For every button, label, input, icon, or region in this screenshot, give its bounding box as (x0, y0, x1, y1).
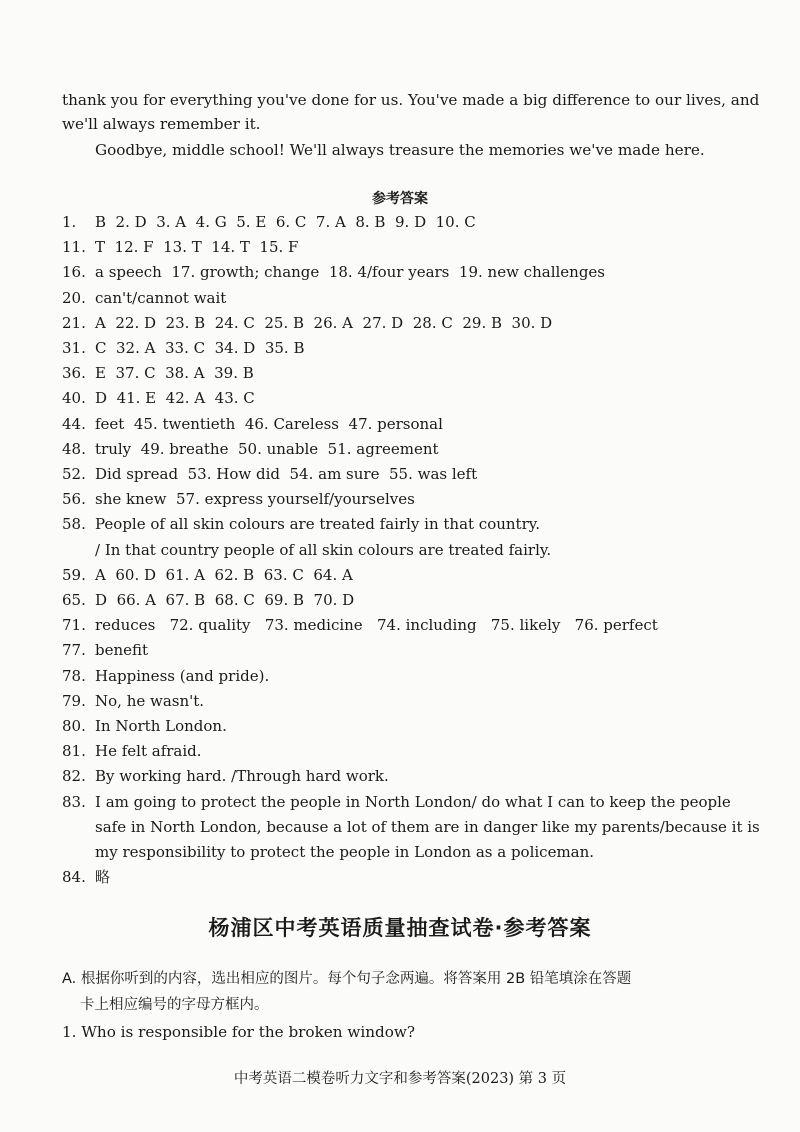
answer-text: By working hard. /Through hard work. (95, 767, 389, 786)
section-title: 杨浦区中考英语质量抽查试卷·参考答案 (208, 916, 592, 940)
answer-number: 40. (62, 389, 86, 408)
answer-row (62, 716, 227, 736)
answer-row (62, 867, 110, 887)
answer-number: 80. (62, 717, 86, 735)
answer-row (62, 288, 226, 308)
answer-row (62, 212, 476, 232)
intro-line-1: thank you for everything you've done for us. You've made a big difference to our lives, and (62, 91, 760, 109)
answer-text: feet 45. twentieth 46. Careless 47. personal (95, 414, 443, 433)
answer-row (62, 237, 298, 257)
answer-number: 78. (62, 666, 86, 685)
answer-row (62, 741, 202, 761)
answer-text: 略 (95, 868, 111, 887)
answer-row (62, 464, 477, 484)
answer-row (95, 540, 551, 560)
answer-number: 16. (62, 263, 86, 282)
answer-text: can't/cannot wait (95, 288, 227, 307)
answer-text: T 12. F 13. T 14. T 15. F (95, 238, 299, 257)
answer-text: she knew 57. express yourself/yourselves (95, 490, 415, 509)
answer-text: safe in North London, because a lot of them are in danger like my parents/because it is (95, 817, 760, 836)
answer-text: Did spread 53. How did 54. am sure 55. was left (95, 465, 478, 483)
answer-number: 77. (62, 641, 86, 660)
answer-text: C 32. A 33. C 34. D 35. B (95, 339, 305, 357)
answer-number: 20. (62, 288, 86, 307)
answer-text: D 66. A 67. B 68. C 69. B 70. D (95, 591, 355, 609)
answer-number: 82. (62, 767, 86, 786)
answer-text: my responsibility to protect the people in London as a policeman. (95, 843, 595, 861)
answer-number: 83. (62, 792, 86, 811)
answer-text: Happiness (and pride). (95, 666, 270, 685)
answer-text: reduces 72. quality 73. medicine 74. including 75. likely 76. perfect (95, 616, 658, 635)
answer-number: 11. (62, 238, 86, 257)
answer-number: 44. (62, 414, 86, 433)
answer-number: 52. (62, 465, 86, 483)
answer-number: 58. (62, 515, 86, 534)
question-1: 1. Who is responsible for the broken window? (62, 1023, 416, 1041)
answer-row (62, 414, 443, 434)
answer-number: 79. (62, 691, 86, 710)
answer-number: 31. (62, 339, 86, 357)
instruction-a-line-2: 卡上相应编号的字母方框内。 (80, 997, 269, 1013)
answer-row (62, 489, 415, 509)
page-footer: 中考英语二模卷听力文字和参考答案(2023) 第 3 页 (233, 1071, 567, 1087)
answer-number: 81. (62, 742, 86, 761)
answer-row (62, 338, 304, 358)
answer-row (62, 766, 389, 786)
answer-number: 59. (62, 565, 86, 584)
answer-row (62, 640, 148, 660)
answer-text: A 60. D 61. A 62. B 63. C 64. A (95, 565, 353, 584)
answer-heading: 参考答案 (372, 191, 428, 207)
answer-text: People of all skin colours are treated fairly in that country. (95, 515, 541, 534)
answer-row (62, 615, 658, 635)
answer-text: benefit (95, 641, 149, 660)
intro-line-3: Goodbye, middle school! We'll always treasure the memories we've made here. (95, 141, 705, 159)
answer-number: 21. (62, 313, 86, 332)
answer-number: 36. (62, 364, 86, 383)
answer-text: In North London. (95, 717, 227, 735)
answer-number: 1. (62, 213, 77, 231)
answer-row (62, 313, 552, 333)
answer-text: B 2. D 3. A 4. G 5. E 6. C 7. A 8. B 9. D 10. C (95, 213, 476, 231)
answer-row (62, 590, 354, 610)
answer-text: I am going to protect the people in North London/ do what I can to keep the people (95, 792, 731, 811)
answer-row (62, 666, 269, 686)
answer-row (62, 439, 439, 459)
answer-text: E 37. C 38. A 39. B (95, 364, 254, 383)
answer-text: truly 49. breathe 50. unable 51. agreement (95, 439, 439, 458)
instruction-a-line-1: A. 根据你听到的内容，选出相应的图片。每个句子念两遍。将答案用 2B 铅笔填涂在答题 (62, 971, 632, 987)
answer-row (62, 792, 731, 812)
answer-number: 65. (62, 591, 86, 609)
answer-text: / In that country people of all skin colours are treated fairly. (95, 540, 552, 559)
answer-number: 71. (62, 616, 86, 635)
answer-number: 84. (62, 868, 86, 887)
answer-text: a speech 17. growth; change 18. 4/four years 19. new challenges (95, 263, 605, 282)
answer-row (62, 388, 255, 408)
answer-row (62, 514, 540, 534)
answer-row (62, 691, 204, 711)
answer-row (62, 565, 353, 585)
answer-row (62, 363, 254, 383)
answer-text: D 41. E 42. A 43. C (95, 389, 255, 408)
answer-row (95, 817, 760, 837)
answer-number: 56. (62, 490, 86, 509)
answer-row (62, 262, 605, 282)
answer-number: 48. (62, 439, 86, 458)
intro-line-2: we'll always remember it. (62, 115, 261, 133)
answer-text: No, he wasn't. (95, 691, 205, 710)
answer-text: He felt afraid. (95, 742, 202, 761)
answer-row (95, 842, 594, 862)
answer-text: A 22. D 23. B 24. C 25. B 26. A 27. D 28. C 29. B 30. D (95, 313, 553, 332)
